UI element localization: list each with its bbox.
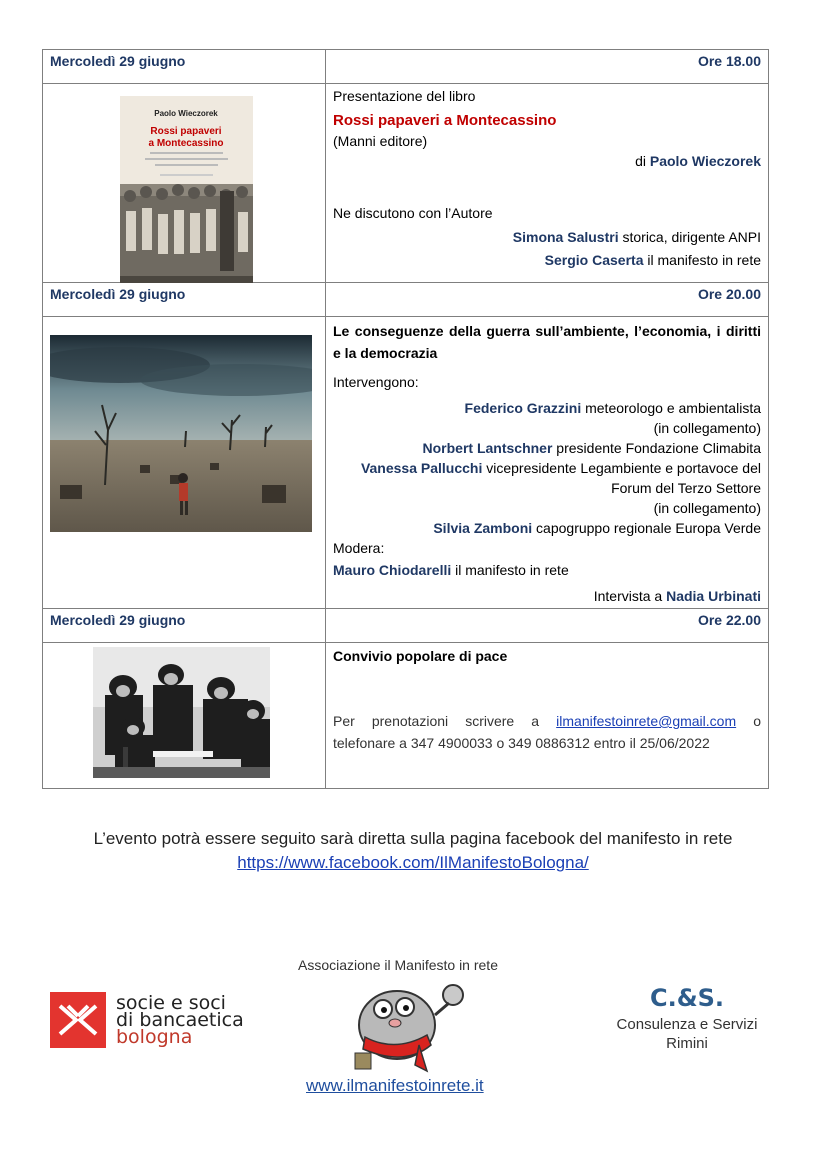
event-2-body — [43, 317, 769, 609]
discuss-label: Ne discutono con l’Autore — [333, 205, 493, 221]
event-3-day: Mercoledì 29 giugno — [43, 609, 326, 643]
cover-title-1: Rossi papaveri — [150, 126, 222, 137]
event-3-header — [43, 609, 769, 643]
cover-title-2: a Montecassino — [148, 138, 224, 149]
interview-prefix: Intervista a — [593, 588, 667, 604]
cs-logo-mark: C.&S. — [649, 984, 725, 1012]
event-1-details — [326, 84, 769, 283]
speaker-name: Silvia Zamboni — [433, 520, 533, 536]
moderator-label: Modera: — [333, 540, 385, 556]
book-cover-image — [120, 96, 253, 283]
facebook-link[interactable]: https://www.facebook.com/IlManifestoBologna/ — [237, 853, 589, 872]
speaker-role: storica, dirigente ANPI — [618, 229, 761, 245]
speaker-role: meteorologo e ambientalista — [581, 400, 761, 416]
book-cover-cell — [43, 84, 326, 283]
event-1-intro: Presentazione del libro — [333, 88, 476, 104]
bce-line-1: socie e soci — [116, 991, 226, 1014]
speaker-role: vicepresidente Legambiente e portavoce del — [482, 460, 761, 476]
event-3-body — [43, 643, 769, 789]
speaker-4 — [333, 518, 761, 538]
booking-info — [333, 710, 761, 754]
event-3-title: Convivio popolare di pace — [333, 648, 508, 664]
convivio-photo-cell — [43, 643, 326, 789]
event-2-time: Ore 20.00 — [326, 283, 769, 317]
event-1-day: Mercoledì 29 giugno — [43, 50, 326, 84]
speaker-name: Simona Salustri — [512, 229, 619, 245]
booking-suffix: o telefonare a 347 4900033 o 349 0886312 entro il 25/06/2022 — [333, 713, 761, 751]
author-prefix: di — [635, 153, 650, 169]
cover-author: Paolo Wieczorek — [154, 109, 218, 118]
speaker-1 — [333, 398, 761, 418]
speaker-name: Sergio Caserta — [544, 252, 644, 268]
book-title: Rossi papaveri a Montecassino — [333, 112, 557, 129]
speaker-1 — [333, 227, 761, 247]
association-name: Associazione il Manifesto in rete — [298, 957, 498, 973]
speaker-name: Federico Grazzini — [464, 400, 582, 416]
speaker-2 — [333, 438, 761, 458]
speaker-role: capogruppo regionale Europa Verde — [532, 520, 761, 536]
moderator — [333, 560, 761, 580]
program-table — [42, 49, 769, 789]
author-line — [333, 151, 761, 171]
booking-email-link[interactable]: ilmanifestoinrete@gmail.com — [556, 713, 737, 729]
speaker-3-note: (in collegamento) — [653, 500, 761, 516]
speaker-1-note: (in collegamento) — [653, 420, 761, 436]
cs-logo — [608, 984, 766, 1052]
speaker-role: presidente Fondazione Climabita — [552, 440, 761, 456]
event-1-header — [43, 50, 769, 84]
cs-line-2: Rimini — [666, 1035, 708, 1052]
moderator-role: il manifesto in rete — [451, 562, 569, 578]
speaker-name: Vanessa Pallucchi — [360, 460, 483, 476]
event-2-header — [43, 283, 769, 317]
bancaetica-mark-icon — [50, 992, 106, 1048]
footer-note-text: L’evento potrà essere seguito sarà diretta sulla pagina facebook del manifesto in rete — [93, 829, 733, 848]
bancaetica-logo — [50, 992, 244, 1048]
event-2-day: Mercoledì 29 giugno — [43, 283, 326, 317]
war-landscape-image — [50, 335, 312, 532]
event-1-time: Ore 18.00 — [326, 50, 769, 84]
bce-line-3: bologna — [116, 1025, 193, 1048]
workers-eating-image — [93, 647, 270, 778]
speakers-label: Intervengono: — [333, 374, 419, 390]
event-1-body — [43, 84, 769, 283]
author-name: Paolo Wieczorek — [649, 153, 761, 169]
moderator-name: Mauro Chiodarelli — [333, 562, 452, 578]
interview-name: Nadia Urbinati — [666, 588, 761, 604]
booking-prefix: Per prenotazioni scrivere a — [333, 713, 557, 729]
speaker-role: il manifesto in rete — [643, 252, 761, 268]
speaker-3-org: Forum del Terzo Settore — [611, 480, 761, 496]
cs-line-1: Consulenza e Servizi — [616, 1016, 758, 1033]
publisher: (Manni editore) — [333, 133, 428, 149]
speaker-name: Norbert Lantschner — [422, 440, 553, 456]
speaker-3 — [333, 458, 761, 478]
war-photo-cell — [43, 317, 326, 609]
event-3-time: Ore 22.00 — [326, 609, 769, 643]
footer-note — [0, 827, 826, 875]
interview — [333, 586, 761, 606]
event-3-details — [326, 643, 769, 789]
event-2-details — [326, 317, 769, 609]
mascot-image — [335, 975, 475, 1075]
event-2-title: Le conseguenze della guerra sull’ambiente, l’economia, i diritti e la democrazia — [333, 323, 761, 361]
bce-line-2: di bancaetica — [116, 1008, 244, 1031]
website-link[interactable]: www.ilmanifestoinrete.it — [306, 1076, 484, 1095]
speaker-2 — [333, 250, 761, 270]
